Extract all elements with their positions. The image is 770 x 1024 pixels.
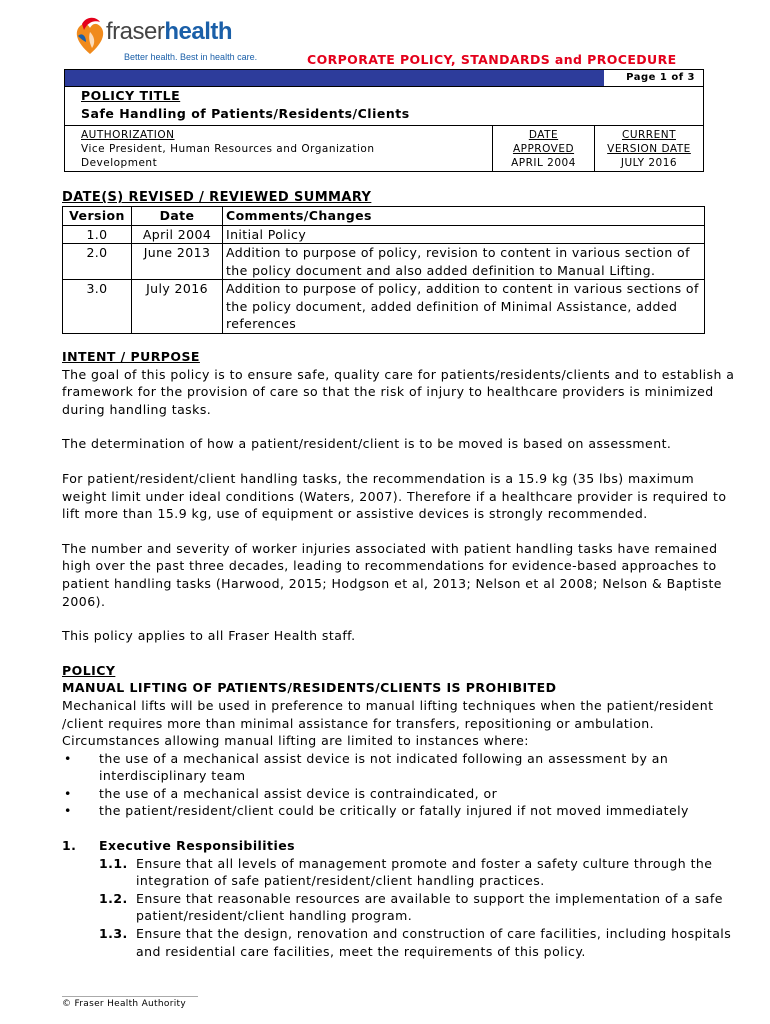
authorization-cell	[65, 126, 493, 171]
page-number: Page 1 of 3	[626, 72, 695, 83]
revision-version: 3.0	[63, 280, 132, 334]
date-approved-cell	[493, 126, 595, 171]
authorization-line-2: Development	[81, 157, 158, 169]
revisions-table	[62, 206, 705, 334]
revision-comments: Addition to purpose of policy, revision to content in various section of the policy document and also added definition to Manual Lifting.	[223, 244, 705, 280]
item-number: 1.1.	[99, 855, 128, 871]
revisions-header-row	[63, 207, 705, 226]
policy-subheading: MANUAL LIFTING OF PATIENTS/RESIDENTS/CLIENTS IS PROHIBITED	[62, 680, 557, 696]
policy-title-box	[64, 86, 704, 126]
intent-paragraph-1: The goal of this policy is to ensure safe, quality care for patients/residents/clients and to establish a framework for the provision of care so that the risk of injury to healthcare providers is minimized during handling tasks.	[62, 366, 735, 417]
revision-date: July 2016	[132, 280, 223, 334]
column-header-comments: Comments/Changes	[223, 207, 705, 226]
list-item	[99, 855, 742, 890]
section-number: 1.	[62, 838, 77, 854]
current-version-cell	[595, 126, 703, 171]
current-version-value: JULY 2016	[620, 157, 678, 169]
item-text: Ensure that reasonable resources are available to support the implementation of a safe patient/resident/client handling program.	[136, 890, 723, 924]
current-version-label-2: VERSION DATE	[607, 143, 691, 155]
policy-body	[62, 348, 742, 960]
revision-version: 1.0	[63, 225, 132, 244]
policy-intro: Mechanical lifts will be used in preference to manual lifting techniques when the patient/resident /client requires more than minimal assistance for transfers, repositioning or ambulation. Circumstances allowing manual lifting are limited to instances where:	[62, 697, 714, 749]
footer-divider	[62, 996, 198, 997]
fraser-health-logo	[72, 14, 258, 66]
date-approved-value: APRIL 2004	[511, 157, 576, 169]
column-header-date: Date	[132, 207, 223, 226]
intent-paragraph-4: The number and severity of worker injuries associated with patient handling tasks have remained high over the past three decades, leading to recommendations for evidence-based approaches to patient handling tasks (Harwood, 2015; Hodgson et al, 2013; Nelson et al 2008; Nelson & Baptiste 2006).	[62, 540, 722, 609]
list-item	[99, 890, 742, 925]
intent-heading: INTENT / PURPOSE	[62, 349, 200, 364]
footer-copyright: © Fraser Health Authority	[62, 999, 186, 1009]
list-item: • the use of a mechanical assist device is not indicated following an assessment by an interdisciplinary team	[62, 750, 742, 785]
item-text: Ensure that the design, renovation and construction of care facilities, including hospitals and residential care facilities, meet the requirements of this policy.	[136, 926, 732, 959]
table-row	[63, 280, 705, 334]
policy-title-label: POLICY TITLE	[81, 88, 181, 103]
column-header-version: Version	[63, 207, 132, 226]
intent-paragraph-2: The determination of how a patient/resident/client is to be moved is based on assessment.	[62, 436, 672, 452]
authorization-line-1: Vice President, Human Resources and Organization	[81, 143, 375, 155]
list-item: • the use of a mechanical assist device is contraindicated, or	[62, 785, 742, 803]
section-title: Executive Responsibilities	[99, 838, 296, 854]
revisions-title: DATE(S) REVISED / REVIEWED SUMMARY	[62, 190, 372, 205]
logo-wordmark: fraserhealth	[106, 18, 233, 45]
revision-version: 2.0	[63, 244, 132, 280]
logo-tagline: Better health. Best in health care.	[124, 52, 258, 62]
header-color-band	[65, 70, 604, 86]
intent-paragraph-3: For patient/resident/client handling tasks, the recommendation is a 15.9 kg (35 lbs) maximum weight limit under ideal conditions (Waters, 2007). Therefore if a healthcare provider is required to lift more than 15.9 kg, use of equipment or assistive devices is strongly recommended.	[62, 470, 727, 522]
policy-title: Safe Handling of Patients/Residents/Clients	[81, 106, 410, 121]
list-item	[99, 925, 742, 960]
policy-heading: POLICY	[62, 662, 116, 678]
revision-comments: Addition to purpose of policy, addition to content in various sections of the policy document, added definition of Minimal Assistance, added references	[223, 280, 705, 334]
revision-date: June 2013	[132, 244, 223, 280]
table-row	[63, 225, 705, 244]
policy-bullet-list	[62, 750, 742, 820]
item-number: 1.3.	[99, 926, 128, 942]
date-approved-label-2: APPROVED	[512, 143, 575, 155]
item-number: 1.2.	[99, 890, 128, 906]
table-row	[63, 244, 705, 280]
authorization-label: AUTHORIZATION	[81, 129, 175, 141]
header-bar	[64, 69, 704, 87]
current-version-label-1: CURRENT	[621, 129, 676, 141]
date-approved-label-1: DATE	[528, 129, 559, 141]
list-item: • the patient/resident/client could be critically or fatally injured if not moved immediately	[62, 802, 742, 820]
section-executive-responsibilities	[62, 837, 742, 960]
intent-paragraph-5: This policy applies to all Fraser Health staff.	[62, 628, 356, 644]
revision-date: April 2004	[132, 225, 223, 244]
corporate-title: CORPORATE POLICY, STANDARDS and PROCEDURE	[307, 52, 677, 67]
revision-comments: Initial Policy	[223, 225, 705, 244]
heart-swirl-icon	[72, 14, 108, 58]
item-text: Ensure that all levels of management promote and foster a safety culture through the integration of safe patient/resident/client handling practices.	[136, 855, 713, 889]
authorization-row	[64, 126, 704, 172]
